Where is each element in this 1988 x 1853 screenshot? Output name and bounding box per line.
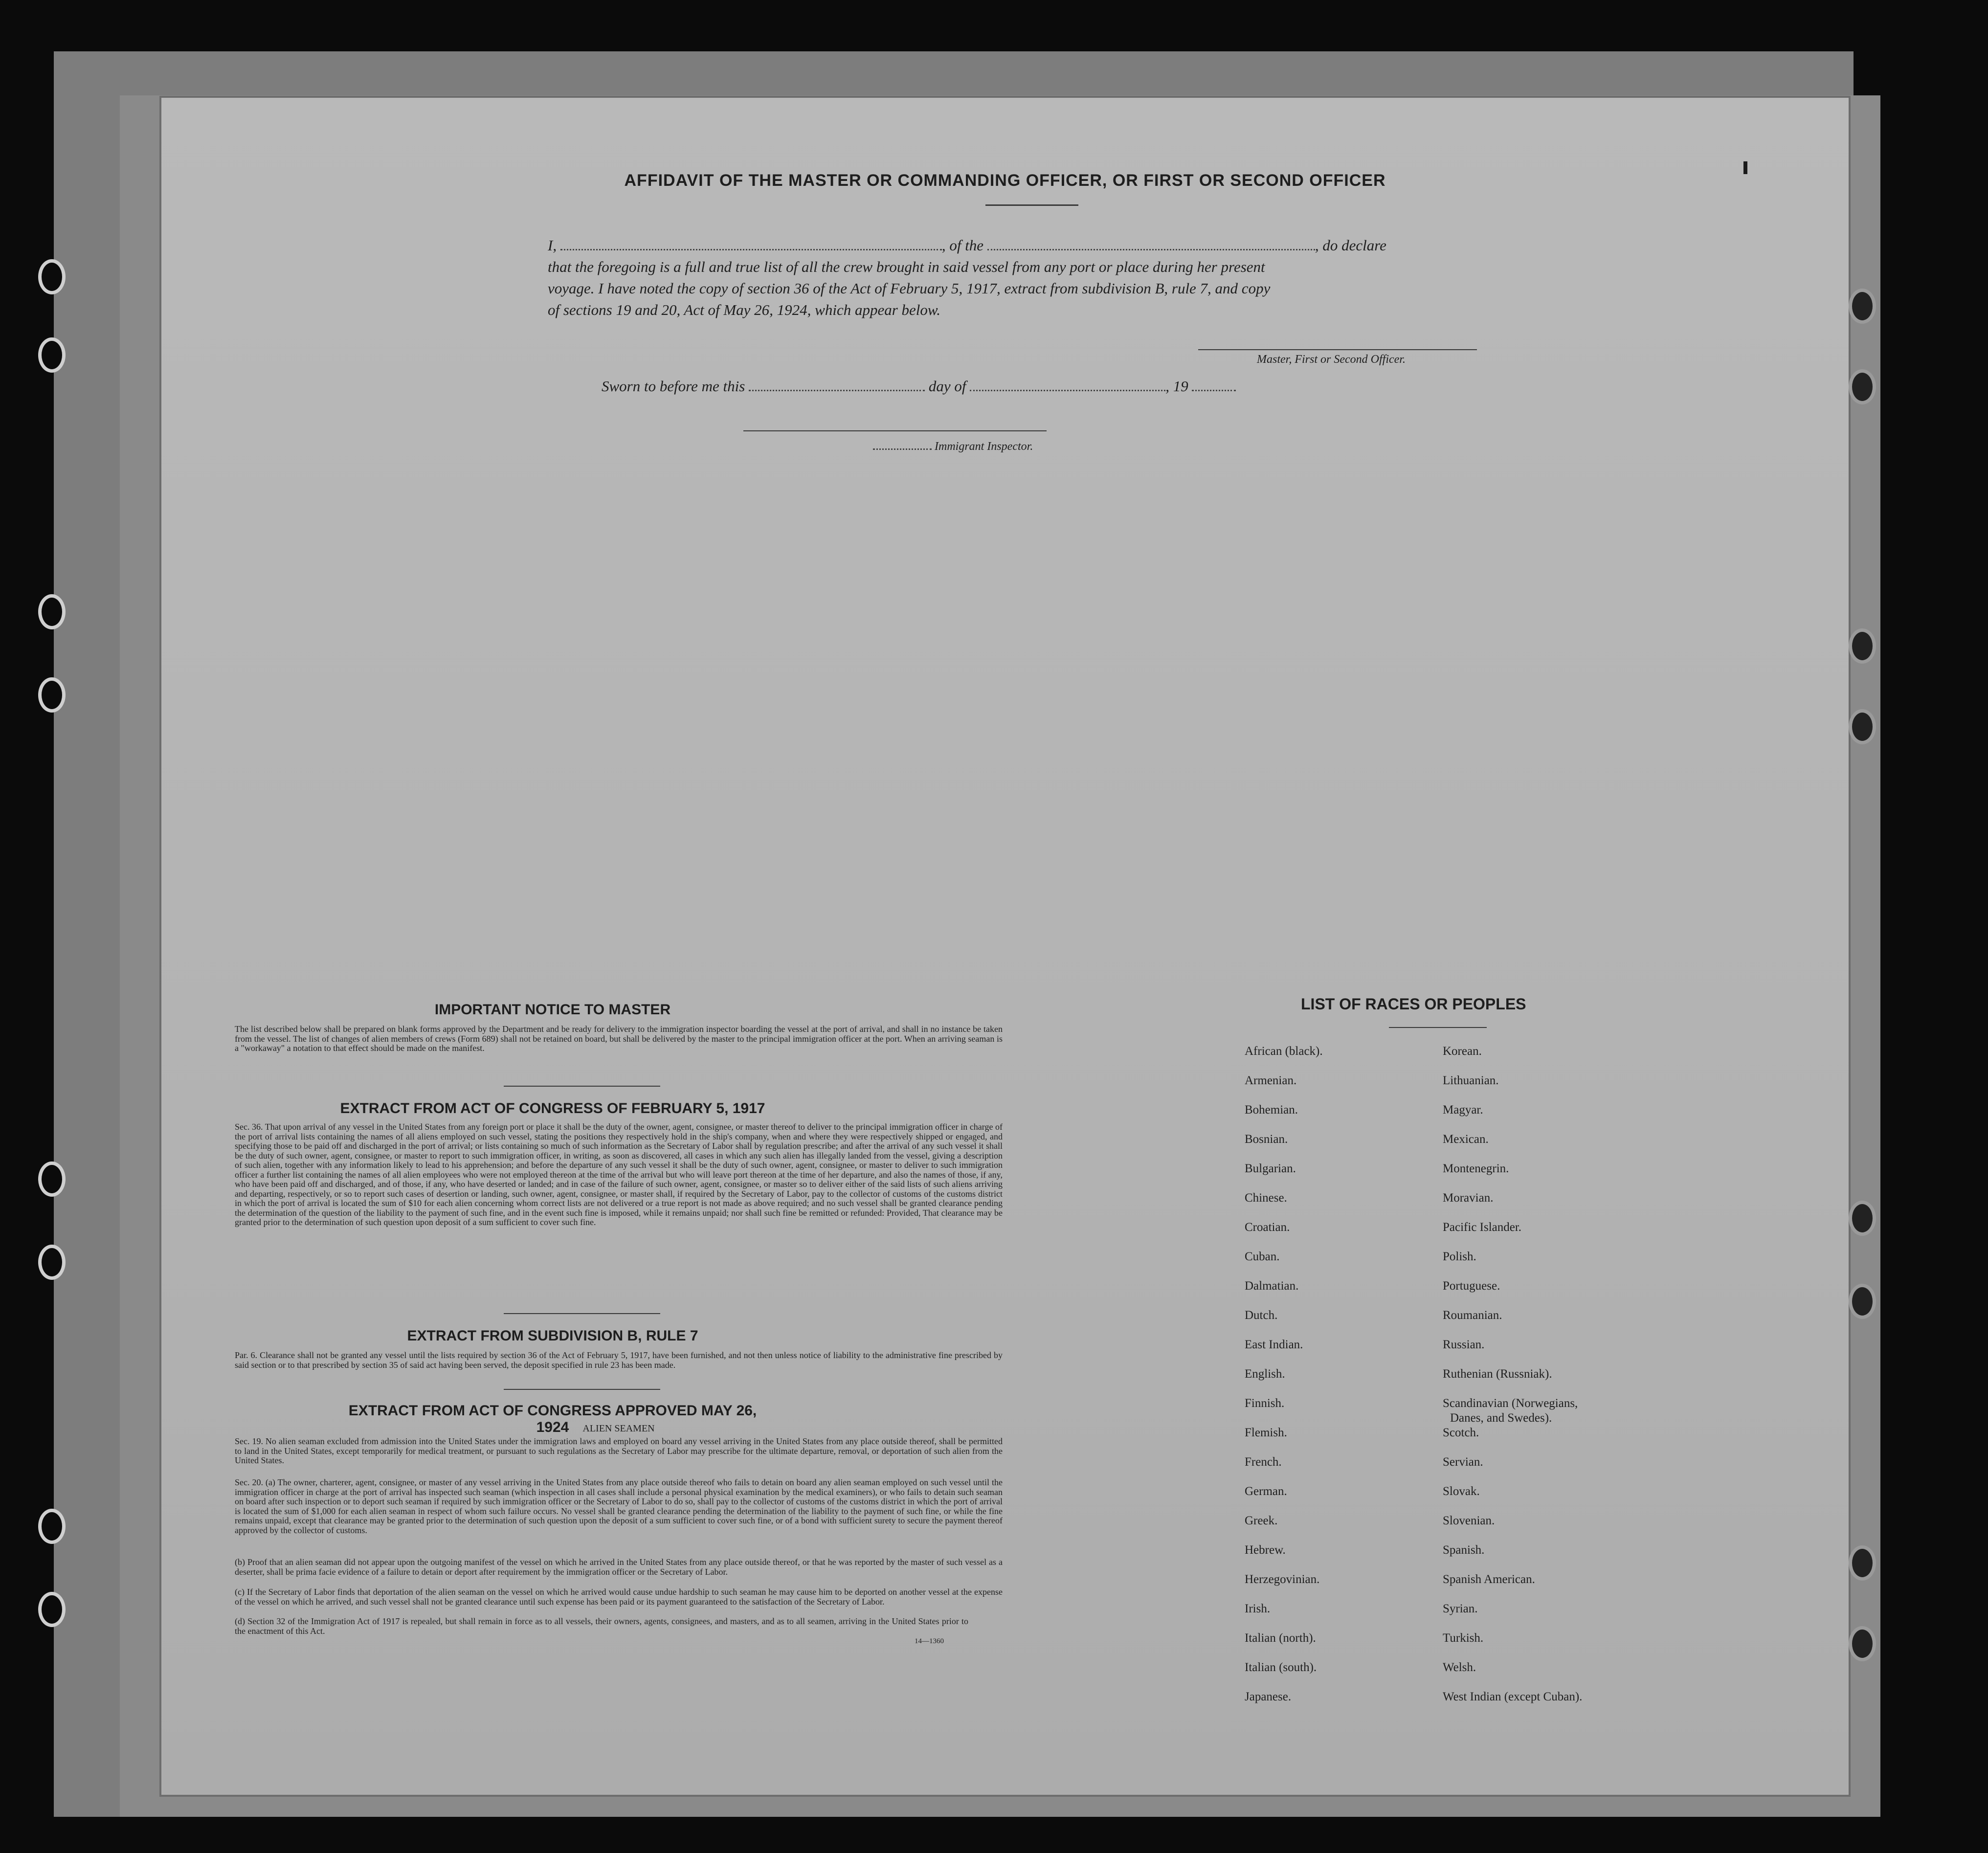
race-item: Spanish. xyxy=(1443,1543,1485,1557)
year-label: , 19 xyxy=(1165,378,1188,395)
notice-text: The list described below shall be prepared on blank forms approved by the Department and be ready for delivery to the immigration inspector boarding the vessel at the port of arrival, and shall in no instance be taken from the vessel. The list of changes of alien members of crews (Form 689) shall not be retained on board, but shall be delivered by the master to the principal immigration officer at the port. When an arriving seaman is a "workaway" a notation to that effect should be made on the manifest. xyxy=(235,1024,1003,1053)
race-item: Dalmatian. xyxy=(1245,1279,1299,1293)
sec20d-text: (d) Section 32 of the Immigration Act of 1917 is repealed, but shall remain in force as to all vessels, their owners, agents, consignees, and masters, and as to all seamen, arriving in the United States prior to the enactment of this Act. xyxy=(235,1616,968,1636)
of-the-label: , of the xyxy=(941,237,984,254)
race-item: East Indian. xyxy=(1245,1338,1303,1351)
signature-label: Master, First or Second Officer. xyxy=(1257,353,1406,366)
inspector-line xyxy=(743,430,1047,431)
race-item: English. xyxy=(1245,1367,1285,1381)
sec20a-text: Sec. 20. (a) The owner, charterer, agent, consignee, or master of any vessel arriving in the United States from any place outside thereof who fails to detain on board any alien seaman employed on such vessel until the immigration officer in charge at the port of arrival has inspected such seaman (which inspection in all cases shall include a personal physical examination by the medical examiners), or who fails to detain such seaman on board after such inspection or to deport such seaman if required by such immigration officer or the Secretary of Labor to do so, shall pay to the collector of customs of the customs district in which the port of arrival is located the sum of $1,000 for each alien seaman in respect of whom such failure occurs. No vessel shall be granted clearance pending the determination of the liability to the payment of such fine, or while the fine remains unpaid, except that clearance may be granted prior to the determination of such question upon the deposit of a sum sufficient to cover such fine, or of a bond with sufficient surety to secure the payment thereof approved by the collector of customs. xyxy=(235,1477,1003,1535)
race-item: Flemish. xyxy=(1245,1426,1287,1439)
affidavit-first-line xyxy=(548,235,1673,256)
race-item: Dutch. xyxy=(1245,1309,1278,1322)
race-item: Finnish. xyxy=(1245,1397,1285,1410)
race-item: Welsh. xyxy=(1443,1661,1476,1674)
race-item: Moravian. xyxy=(1443,1191,1494,1205)
race-item: Bohemian. xyxy=(1245,1103,1298,1116)
race-item: Polish. xyxy=(1443,1250,1476,1263)
punch-hole xyxy=(38,259,66,294)
day-of-label: day of xyxy=(928,378,966,395)
race-item: Bosnian. xyxy=(1245,1133,1288,1146)
race-item: Ruthenian (Russniak). xyxy=(1443,1367,1552,1381)
rule7-text: Par. 6. Clearance shall not be granted any vessel until the lists required by section 36 of the Act of February 5, 1917, have been furnished, and not then unless notice of liability to the administrative fine prescribed by said section or to that prescribed by section 35 of said act having been served, the deposit specified in rule 23 has been made. xyxy=(235,1350,1003,1370)
race-item: Korean. xyxy=(1443,1045,1482,1058)
race-item: Scandinavian (Norwegians, xyxy=(1443,1397,1578,1410)
race-item: Armenian. xyxy=(1245,1074,1297,1087)
sec20c-text: (c) If the Secretary of Labor finds that deportation of the alien seaman on the vessel on which he arrived would cause undue hardship to such seaman he may cause him to be deported on another vessel at the expense of the vessel on which he arrived, and such vessel shall not be granted clearance until such expense has been paid or its payment guaranteed to the satisfaction of the Secretary of Labor. xyxy=(235,1587,1003,1607)
sworn-label: Sworn to before me this xyxy=(602,378,745,395)
race-item: Croatian. xyxy=(1245,1221,1290,1234)
race-item: Servian. xyxy=(1443,1455,1483,1469)
race-item: Mexican. xyxy=(1443,1133,1489,1146)
race-item: Italian (south). xyxy=(1245,1661,1317,1674)
race-item: Irish. xyxy=(1245,1602,1271,1615)
extract-1924-title: EXTRACT FROM ACT OF CONGRESS APPROVED MAY 26, 1924 xyxy=(348,1403,757,1435)
races-title: LIST OF RACES OR PEOPLES xyxy=(1301,995,1526,1013)
title-underline xyxy=(985,204,1078,206)
race-item: Chinese. xyxy=(1245,1191,1287,1205)
punch-hole xyxy=(1849,1626,1876,1661)
inspector-line-label xyxy=(873,440,1033,453)
race-item: Montenegrin. xyxy=(1443,1162,1509,1175)
punch-hole xyxy=(38,594,66,629)
race-item: Japanese. xyxy=(1245,1690,1292,1703)
punch-hole xyxy=(1849,1201,1876,1236)
race-item: Italian (north). xyxy=(1245,1631,1316,1645)
race-item: Slovenian. xyxy=(1443,1514,1495,1527)
race-item: Magyar. xyxy=(1443,1103,1483,1116)
punch-hole xyxy=(1849,709,1876,744)
race-item: Russian. xyxy=(1443,1338,1485,1351)
sec19-text: Sec. 19. No alien seaman excluded from admission into the United States under the immigration laws and employed on board any vessel arriving in the United States from any place outside thereof, shall be permitted to land in the United States, except temporarily for medical treatment, or pursuant to such regulations as the Secretary of Labor may prescribe for the ultimate departure, removal, or deportation of such alien from the United States. xyxy=(235,1436,1003,1465)
race-item: Cuban. xyxy=(1245,1250,1280,1263)
punch-hole xyxy=(38,1509,66,1544)
month-blank xyxy=(970,390,1165,391)
affidavit-line-2: voyage. I have noted the copy of section 36 of the Act of February 5, 1917, extract from subdivision B, rule 7, and copy xyxy=(548,280,1271,297)
punch-hole xyxy=(38,337,66,373)
race-item: African (black). xyxy=(1245,1045,1323,1058)
race-item: Turkish. xyxy=(1443,1631,1484,1645)
form-number: 14—1360 xyxy=(915,1637,944,1645)
do-declare-label: , do declare xyxy=(1315,237,1386,254)
name-blank xyxy=(560,249,942,250)
race-item: Portuguese. xyxy=(1443,1279,1500,1293)
sworn-line xyxy=(602,376,1482,397)
divider xyxy=(504,1313,660,1314)
notice-title: IMPORTANT NOTICE TO MASTER xyxy=(434,1002,671,1018)
affidavit-title: AFFIDAVIT OF THE MASTER OR COMMANDING OFFICER, OR FIRST OR SECOND OFFICER xyxy=(624,171,1386,190)
sec20b-text: (b) Proof that an alien seaman did not appear upon the outgoing manifest of the vessel on which he arrived in the United States from any place outside thereof, or that he was reported by the master of such vessel as a deserter, shall be prima facie evidence of a failure to detain or deport after requirement by the immigration officer or the Secretary of Labor. xyxy=(235,1557,1003,1577)
affidavit-line-1: that the foregoing is a full and true list of all the crew brought in said vessel from any port or place during her present xyxy=(548,258,1265,275)
race-item: Scotch. xyxy=(1443,1426,1479,1439)
i-label: I, xyxy=(548,237,557,254)
races-divider xyxy=(1389,1027,1487,1028)
punch-hole xyxy=(38,1161,66,1197)
race-item: West Indian (except Cuban). xyxy=(1443,1690,1583,1703)
race-item: Bulgarian. xyxy=(1245,1162,1296,1175)
race-item: Hebrew. xyxy=(1245,1543,1286,1557)
punch-hole xyxy=(38,1245,66,1280)
punch-hole xyxy=(1849,289,1876,324)
race-item: Pacific Islander. xyxy=(1443,1221,1522,1234)
punch-hole xyxy=(1849,369,1876,404)
extract-1917-text: Sec. 36. That upon arrival of any vessel in the United States from any foreign port or place it shall be the duty of the owner, agent, consignee, or master thereof to deliver to the principal immigration officer in charge of the port of arrival lists containing the names of all aliens employed on such vessel, stating the positions they respectively hold in the ship's company, when and where they were respectively shipped or engaged, and specifying those to be paid off and discharged in the port of arrival; or lists containing so much of such information as the Secretary of Labor shall by regulation prescribe; and after the arrival of any such vessel it shall be the duty of such owner, agent, consignee, or master to report to such immigration officer, in writing, as soon as discovered, all cases in which any such alien has illegally landed from the vessel, giving a description of such alien, together with any information likely to lead to his apprehension; and before the departure of any such vessel it shall be the duty of such owner, agent, consignee, or master to deliver to such immigration officer a further list containing the names of all alien employees who were not employed thereon at the time of the arrival but who will leave port thereon at the time of her departure, and also the names of those, if any, who have been paid off and discharged, and of those, if any, who have deserted or landed; and in case of the failure of such owner, agent, consignee, or master so to deliver either of the said lists of such aliens arriving and departing, respectively, or so to report such cases of desertion or landing, such owner, agent, consignee, or master shall, if required by the Secretary of Labor, pay to the collector of customs of the customs district in which the port of arrival is located the sum of $10 for each alien concerning whom correct lists are not delivered or a true report is not made as above required; and no such vessel shall be granted clearance pending the determination of the question of the liability to the payment of such fine, and in the event such fine is imposed, while it remains unpaid; nor shall such fine be remitted or refunded: Provided, That clearance may be granted prior to the determination of such question upon deposit of a sum sufficient to cover such fine. xyxy=(235,1122,1003,1227)
divider xyxy=(504,1086,660,1087)
race-item: Spanish American. xyxy=(1443,1573,1535,1586)
alien-seamen-heading: ALIEN SEAMEN xyxy=(582,1423,655,1434)
inspector-blank xyxy=(873,448,932,450)
rule7-title: EXTRACT FROM SUBDIVISION B, RULE 7 xyxy=(407,1328,698,1344)
manifest-page xyxy=(161,98,1849,1795)
year-blank xyxy=(1192,390,1236,391)
day-blank xyxy=(749,390,925,391)
punch-hole xyxy=(1849,1545,1876,1581)
punch-hole xyxy=(1849,628,1876,664)
race-item: German. xyxy=(1245,1485,1287,1498)
punch-hole xyxy=(1849,1284,1876,1319)
punch-hole xyxy=(38,677,66,713)
race-item: Greek. xyxy=(1245,1514,1278,1527)
punch-hole xyxy=(38,1592,66,1627)
affidavit-line-3: of sections 19 and 20, Act of May 26, 1924, which appear below. xyxy=(548,301,941,318)
race-item: Herzegovinian. xyxy=(1245,1573,1320,1586)
race-item: Lithuanian. xyxy=(1443,1074,1499,1087)
race-item: Slovak. xyxy=(1443,1485,1480,1498)
signature-line xyxy=(1198,349,1477,350)
extract-1917-title: EXTRACT FROM ACT OF CONGRESS OF FEBRUARY 5, 1917 xyxy=(340,1100,765,1116)
race-item: French. xyxy=(1245,1455,1282,1469)
race-item: Danes, and Swedes). xyxy=(1450,1411,1552,1425)
race-item: Roumanian. xyxy=(1443,1309,1502,1322)
vessel-blank xyxy=(987,249,1315,250)
divider xyxy=(504,1389,660,1390)
inspector-label: Immigrant Inspector. xyxy=(935,440,1033,453)
race-item: Syrian. xyxy=(1443,1602,1478,1615)
